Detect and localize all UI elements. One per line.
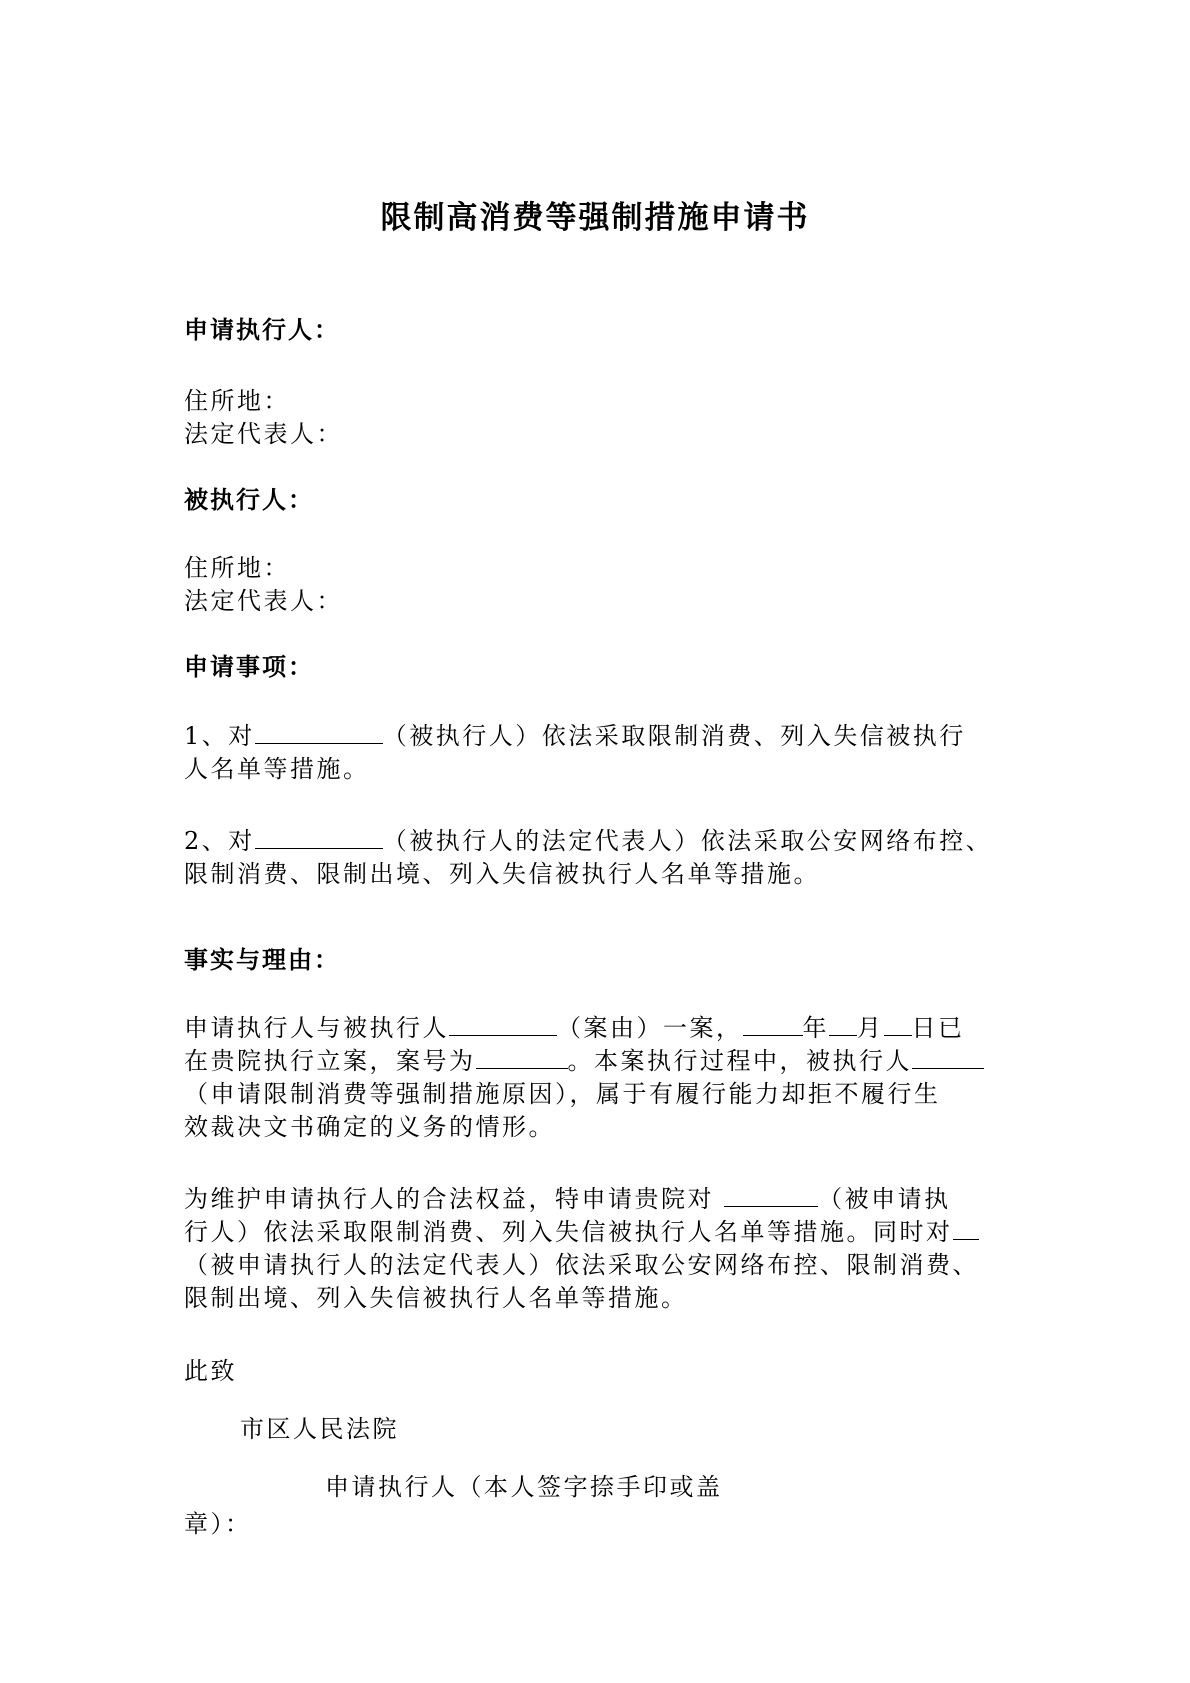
facts-text: 在贵院执行立案，案号为: [184, 1047, 476, 1075]
matters-heading: 申请事项：: [184, 652, 314, 681]
facts-p1-line-3: （申请限制消费等强制措施原因），属于有履行能力却拒不履行生: [184, 1080, 941, 1108]
facts-p2-line-2: [184, 1216, 979, 1248]
blank-line: [953, 1217, 979, 1240]
document-title: 限制高消费等强制措施申请书: [380, 200, 810, 236]
facts-text: 为维护申请执行人的合法权益，特申请贵院对: [184, 1185, 725, 1213]
facts-p2-line-1: [184, 1183, 951, 1215]
matter-item-2-prefix: 2、对: [184, 827, 255, 855]
blank-line: [829, 1013, 857, 1036]
blank-line: [476, 1046, 568, 1069]
signature-line-1: 申请执行人（本人签字捺手印或盖: [325, 1473, 723, 1501]
court-name: 市区人民法院: [240, 1415, 399, 1443]
facts-text: 申请执行人与被执行人: [184, 1014, 449, 1042]
blank-line: [724, 1184, 818, 1207]
blank-line: [743, 1013, 803, 1036]
respondent-address-label: 住所地：: [184, 554, 290, 582]
facts-text: 年: [802, 1014, 829, 1042]
matter-item-2-line-1: [184, 825, 992, 857]
blank-line: [449, 1013, 557, 1036]
blank-line: [884, 1013, 912, 1036]
facts-text: （案由）一案，: [557, 1014, 743, 1042]
salutation: 此致: [184, 1357, 237, 1385]
facts-text: 行人）依法采取限制消费、列入失信被执行人名单等措施。同时对: [184, 1218, 953, 1246]
matter-item-1-prefix: 1、对: [184, 722, 255, 750]
signature-line-2: 章）：: [184, 1510, 252, 1538]
blank-line: [255, 826, 383, 849]
facts-p2-line-4: 限制出境、列入失信被执行人名单等措施。: [184, 1284, 688, 1312]
facts-heading: 事实与理由：: [184, 945, 340, 974]
facts-p1-line-1: [184, 1012, 965, 1044]
facts-p1-line-4: 效裁决文书确定的义务的情形。: [184, 1113, 555, 1141]
applicant-heading: 申请执行人：: [184, 315, 340, 344]
applicant-address-label: 住所地：: [184, 387, 290, 415]
matter-item-1-line-2: 人名单等措施。: [184, 755, 370, 783]
matter-item-2-line-2: 限制消费、限制出境、列入失信被执行人名单等措施。: [184, 860, 820, 888]
facts-p2-line-3: （被申请执行人的法定代表人）依法采取公安网络布控、限制消费、: [184, 1251, 979, 1279]
facts-text: 。本案执行过程中，被执行人: [567, 1047, 912, 1075]
blank-line: [255, 721, 383, 744]
respondent-rep-label: 法定代表人：: [184, 587, 343, 615]
facts-text: 日已: [911, 1014, 965, 1042]
matter-item-2-suffix: （被执行人的法定代表人）依法采取公安网络布控、: [382, 827, 993, 855]
matter-item-1-line-1: [184, 720, 966, 752]
blank-line: [912, 1046, 984, 1069]
respondent-heading: 被执行人：: [184, 485, 314, 514]
facts-text: （被申请执: [818, 1185, 951, 1213]
applicant-rep-label: 法定代表人：: [184, 420, 343, 448]
matter-item-1-suffix: （被执行人）依法采取限制消费、列入失信被执行: [382, 722, 966, 750]
facts-p1-line-2: [184, 1045, 984, 1077]
facts-text: 月: [857, 1014, 884, 1042]
